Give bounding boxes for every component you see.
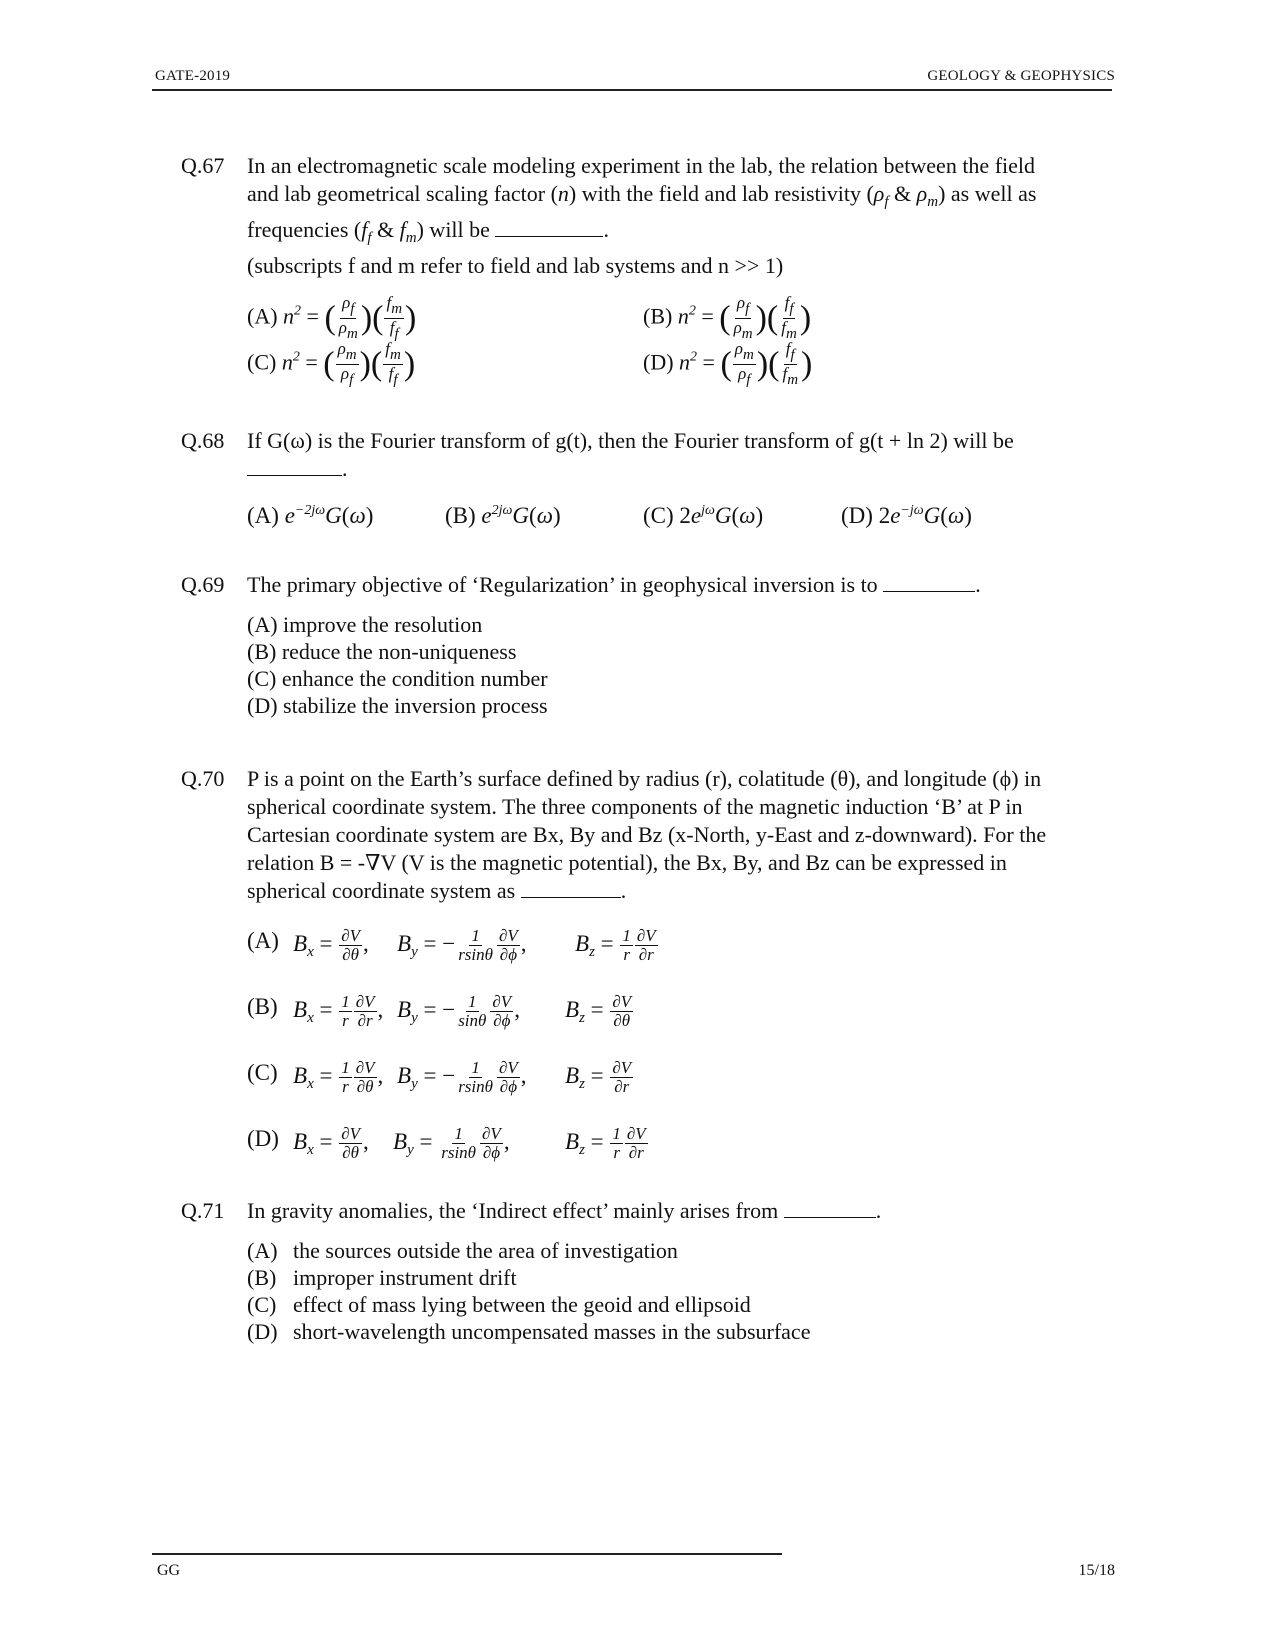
question-number: Q.67 xyxy=(181,153,225,178)
answer-blank xyxy=(521,879,621,898)
option-a[interactable]: (A) $e^{-2j\omega}G(\omega)$ xyxy=(247,503,374,528)
option-a[interactable]: (A) the sources outside the area of investigation xyxy=(247,1238,678,1263)
option-c[interactable]: (C) enhance the condition number xyxy=(247,666,548,691)
option-d[interactable]: (D) short-wavelength uncompensated masses in the subsurface xyxy=(247,1319,811,1344)
option-b[interactable]: (B) improper instrument drift xyxy=(247,1265,517,1290)
q71-options xyxy=(247,1237,1121,1345)
question-number: Q.68 xyxy=(181,428,225,453)
question-text xyxy=(247,152,1121,280)
q70-options xyxy=(247,917,1121,1181)
question-text: The primary objective of ‘Regularization’ in geophysical inversion is to . xyxy=(247,572,981,597)
option-a[interactable]: (A) $n^2$ = ( $\frac{\rho f}{\rho m}$ )( $\frac{fm}{ff}$ ) xyxy=(247,293,417,342)
option-b[interactable]: (B) $e^{2j\omega}G(\omega)$ xyxy=(445,503,561,528)
question-68 xyxy=(181,427,1121,529)
q67-line-1: In an electromagnetic scale modeling experiment in the lab, the relation between the field xyxy=(247,153,1036,178)
q67-line-3: frequencies ($f_f$ & $f_m$) will be . xyxy=(247,217,609,246)
question-text: P is a point on the Earth’s surface defined by radius (r), colatitude (θ), and longitude (ϕ) in spherical coordinate system. The three components of the magnetic induction ‘B’ at P in Cartesian coordinate system are Bx, By and Bz (x-North, y-East and z-downward). For the relation B = -∇V (V is the magnetic potential), the Bx, By, and Bz can be expressed in spherical coordinate system as . xyxy=(247,766,1047,903)
question-70 xyxy=(181,765,1121,1181)
question-text: If G(ω) is the Fourier transform of g(t), then the Fourier transform of g(t + ln 2) will be . xyxy=(247,428,1014,481)
answer-blank xyxy=(784,1199,876,1218)
option-d[interactable]: (D) $2e^{-j\omega}G(\omega)$ xyxy=(841,503,972,528)
option-d[interactable]: (D) $n^2$ = ( $\frac{\rho m}{\rho f}$ )( $\frac{ff}{fm}$ ) xyxy=(643,339,813,388)
question-69 xyxy=(181,571,1121,719)
q69-options xyxy=(247,611,1121,719)
question-number: Q.71 xyxy=(181,1198,225,1223)
option-c[interactable]: (C) effect of mass lying between the geoid and ellipsoid xyxy=(247,1292,751,1317)
option-b[interactable]: (B) $B_x$ = $\frac{1}{r}$ $\frac{\partial V}{\partial r}$ , $B_y$ = − $\frac{1}{\sin\theta}$ $\frac{\partial V}{\partial\phi}$ , $B_z$ = $\frac{\partial V}{\partial\theta}$ xyxy=(247,992,632,1030)
page-number: 15/18 xyxy=(1078,1562,1115,1579)
question-text: In gravity anomalies, the ‘Indirect effect’ mainly arises from . xyxy=(247,1198,882,1223)
question-71 xyxy=(181,1197,1121,1345)
header-subject: GEOLOGY & GEOPHYSICS xyxy=(927,68,1115,84)
footer-paper-code: GG xyxy=(157,1562,181,1579)
header-exam-title: GATE-2019 xyxy=(155,68,231,84)
option-d[interactable]: (D) stabilize the inversion process xyxy=(247,693,548,718)
header-divider xyxy=(152,89,1112,91)
q67-line-2: and lab geometrical scaling factor (n) with the field and lab resistivity ($\rho_f$ & $\rho_m$) as well as xyxy=(247,181,1037,210)
question-number: Q.69 xyxy=(181,572,225,597)
option-a[interactable]: (A) improve the resolution xyxy=(247,612,483,637)
q67-line-4: (subscripts f and m refer to field and lab systems and n >> 1) xyxy=(247,253,784,278)
question-number: Q.70 xyxy=(181,766,225,791)
option-c[interactable]: (C) $n^2$ = ( $\frac{\rho m}{\rho f}$ )( $\frac{fm}{ff}$ ) xyxy=(247,339,416,388)
option-b[interactable]: (B) reduce the non-uniqueness xyxy=(247,639,517,664)
answer-blank xyxy=(247,457,342,476)
option-a[interactable]: (A) $B_x$ = $\frac{\partial V}{\partial\theta}$ , $B_y$ = − $\frac{1}{rsin\theta}$ $\frac{\partial V}{\partial\phi}$ , $B_z$ = $\frac{1}{r}$ $\frac{\partial V}{\partial r}$ xyxy=(247,926,656,964)
answer-blank xyxy=(495,218,603,237)
option-d[interactable]: (D) $B_x$ = $\frac{\partial V}{\partial\theta}$ , $B_y$ = $\frac{1}{rsin\theta}$ $\frac{\partial V}{\partial\phi}$ , $B_z$ = $\frac{1}{r}$ $\frac{\partial V}{\partial r}$ xyxy=(247,1124,646,1162)
footer-divider xyxy=(152,1553,782,1555)
q68-options xyxy=(247,497,1121,529)
option-c[interactable]: (C) $B_x$ = $\frac{1}{r}$ $\frac{\partial V}{\partial\theta}$ , $B_y$ = − $\frac{1}{rsin\theta}$ $\frac{\partial V}{\partial\phi}$ , $B_z$ = $\frac{\partial V}{\partial r}$ xyxy=(247,1058,632,1096)
option-c[interactable]: (C) $2e^{j\omega}G(\omega)$ xyxy=(643,503,764,528)
answer-blank xyxy=(883,573,975,592)
option-b[interactable]: (B) $n^2$ = ( $\frac{\rho f}{\rho m}$ )( $\frac{ff}{fm}$ ) xyxy=(643,293,812,342)
q67-options xyxy=(247,294,1121,386)
question-67 xyxy=(181,152,1121,386)
